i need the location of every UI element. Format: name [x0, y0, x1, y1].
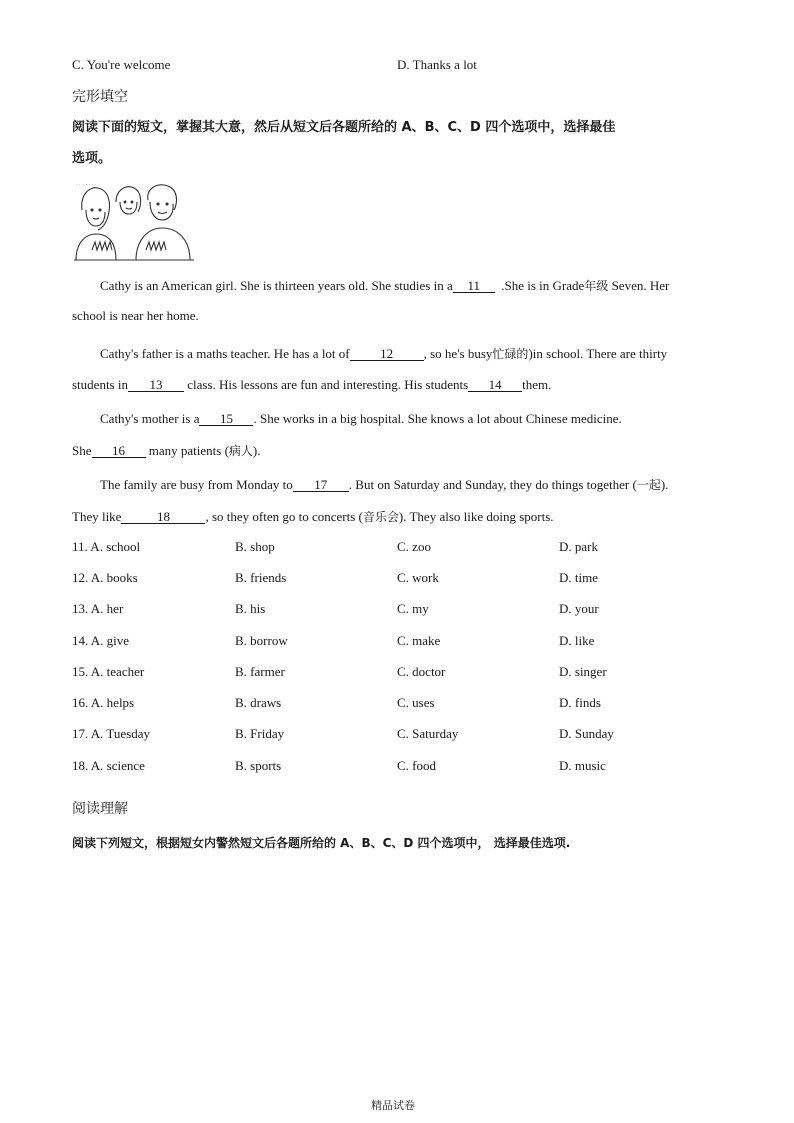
q12-option-d[interactable]: D. time — [559, 570, 598, 585]
passage-p1-line1 — [100, 277, 669, 294]
passage-text: . But on Saturday and Sunday, they do things together ( — [348, 477, 637, 492]
blank-16[interactable]: 16 — [92, 444, 146, 458]
passage-p2-line1 — [100, 345, 667, 362]
blank-12[interactable]: 12 — [350, 347, 424, 361]
reading-instruction: 阅读下列短文，根据短女内警然短文后各题所给的 A、B、C、D 四个选项中， 选择最佳选项. — [72, 836, 571, 850]
q11-option-d[interactable]: D. park — [559, 539, 598, 554]
q13-option-b[interactable]: B. his — [235, 601, 266, 616]
q16-option-c[interactable]: C. uses — [397, 695, 435, 710]
q17-option-d[interactable]: D. Sunday — [559, 726, 614, 741]
passage-text: Cathy's mother is a — [100, 411, 200, 426]
option-c-top: C. You're welcome — [72, 57, 171, 72]
q13-option-a[interactable]: 13. A. her — [72, 601, 124, 616]
passage-p4-line2 — [72, 508, 554, 525]
passage-text: them. — [522, 377, 552, 392]
q15-option-d[interactable]: D. singer — [559, 664, 607, 679]
q15-option-b[interactable]: B. farmer — [235, 664, 285, 679]
q12-option-a[interactable]: 12. A. books — [72, 570, 138, 585]
cloze-instruction-line2: 选项。 — [72, 151, 112, 166]
passage-text: . She works in a big hospital. She knows a lot about Chinese medicine. — [253, 411, 622, 426]
q14-option-a[interactable]: 14. A. give — [72, 633, 130, 648]
passage-text: .She is in Grade — [501, 278, 585, 293]
passage-text: )in school. There are thirty — [528, 346, 668, 361]
blank-15[interactable]: 15 — [199, 412, 253, 426]
blank-13[interactable]: 13 — [128, 378, 184, 392]
passage-text: , so he's busy — [423, 346, 493, 361]
passage-text: ). — [660, 477, 669, 492]
q18-option-a[interactable]: 18. A. science — [72, 758, 145, 773]
passage-text: Cathy's father is a maths teacher. He has a lot of — [100, 346, 350, 361]
passage-p2-line2 — [72, 377, 551, 393]
passage-text: , so they often go to concerts ( — [205, 509, 363, 524]
q17-option-a[interactable]: 17. A. Tuesday — [72, 726, 151, 741]
q18-option-c[interactable]: C. food — [397, 758, 436, 773]
q15-option-c[interactable]: C. doctor — [397, 664, 446, 679]
q14-option-d[interactable]: D. like — [559, 633, 595, 648]
blank-18[interactable]: 18 — [121, 510, 205, 524]
q11-option-a[interactable]: 11. A. school — [72, 539, 141, 554]
passage-text: class. His lessons are fun and interesting. His students — [187, 377, 469, 392]
passage-text-cn: 音乐会 — [362, 510, 399, 524]
q16-option-b[interactable]: B. draws — [235, 695, 282, 710]
blank-11[interactable]: 11 — [453, 279, 495, 293]
passage-text: She — [72, 443, 92, 458]
q16-option-d[interactable]: D. finds — [559, 695, 601, 710]
blank-17[interactable]: 17 — [293, 478, 349, 492]
q12-option-c[interactable]: C. work — [397, 570, 439, 585]
option-d-top: D. Thanks a lot — [397, 57, 477, 72]
passage-text-cn: 一起 — [636, 478, 661, 492]
passage-p3-line2 — [72, 442, 261, 459]
page-footer: 精品试卷 — [371, 1099, 415, 1112]
passage-text: They like — [72, 509, 122, 524]
q13-option-c[interactable]: C. my — [397, 601, 429, 616]
passage-text-cn: 年级 — [584, 279, 609, 293]
q17-option-c[interactable]: C. Saturday — [397, 726, 459, 741]
q18-option-b[interactable]: B. sports — [235, 758, 282, 773]
passage-text: The family are busy from Monday to — [100, 477, 293, 492]
q13-option-d[interactable]: D. your — [559, 601, 599, 616]
q12-option-b[interactable]: B. friends — [235, 570, 287, 585]
passage-text: Cathy is an American girl. She is thirteen years old. She studies in a — [100, 278, 453, 293]
section-heading-cloze: 完形填空 — [72, 89, 128, 105]
passage-p1-line2: school is near her home. — [72, 308, 199, 323]
svg-text:· · · · · · ·: · · · · · · · — [76, 182, 97, 188]
passage-text: students in — [72, 377, 128, 392]
q11-option-b[interactable]: B. shop — [235, 539, 275, 554]
q16-option-a[interactable]: 16. A. helps — [72, 695, 135, 710]
section-heading-reading: 阅读理解 — [72, 801, 128, 817]
q11-option-c[interactable]: C. zoo — [397, 539, 431, 554]
q14-option-c[interactable]: C. make — [397, 633, 441, 648]
passage-p3-line1 — [100, 411, 622, 427]
q17-option-b[interactable]: B. Friday — [235, 726, 285, 741]
cloze-instruction-line1: 阅读下面的短文，掌握其大意，然后从短文后各题所给的 A、B、C、D 四个选项中，选择最佳 — [72, 120, 616, 135]
passage-text: ). They also like doing sports. — [398, 509, 554, 524]
q15-option-a[interactable]: 15. A. teacher — [72, 664, 145, 679]
passage-p4-line1 — [100, 476, 668, 493]
passage-text-cn: 病人 — [228, 444, 253, 458]
q18-option-d[interactable]: D. music — [559, 758, 606, 773]
passage-text: many patients ( — [148, 443, 229, 458]
passage-text: ). — [252, 443, 261, 458]
family-illustration — [72, 180, 196, 264]
blank-14[interactable]: 14 — [468, 378, 522, 392]
passage-text: Seven. Her — [608, 278, 670, 293]
passage-text-cn: 忙碌的 — [492, 347, 529, 361]
q14-option-b[interactable]: B. borrow — [235, 633, 288, 648]
